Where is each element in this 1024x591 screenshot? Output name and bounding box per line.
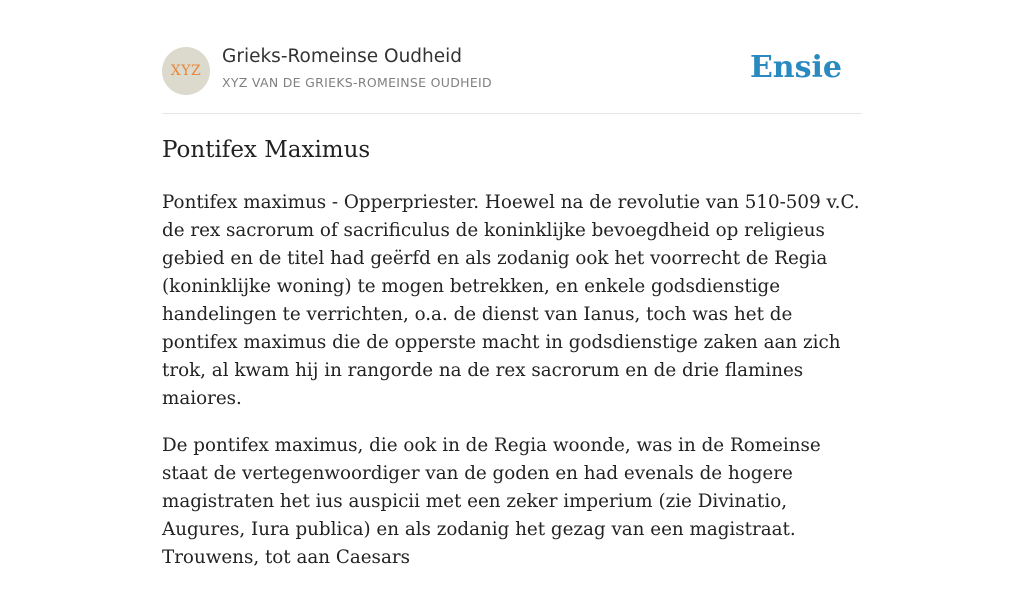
source-title[interactable]: Grieks-Romeinse Oudheid [222, 46, 463, 67]
article-paragraph: Pontifex maximus - Opperpriester. Hoewel na de revolutie van 510-509 v.C. de rex sacrorum of sacrificulus de koninklijke bevoegdheid op religieus gebied en de titel had geërfd en als zodanig ook het voorrecht de Regia (koninklijke woning) te mogen betrekken, en enkele godsdienstige handelingen te verrichten, o.a. de dienst van Ianus, toch was het de pontifex maximus die de opperste macht in godsdienstige zaken aan zich trok, al kwam hij in rangorde na de rex sacrorum en de drie flamines maiores. [162, 192, 860, 409]
article-title: Pontifex Maximus [162, 137, 371, 163]
article-body [162, 189, 866, 591]
source-header [162, 46, 862, 96]
source-subtitle: XYZ VAN DE GRIEKS-ROMEINSE OUDHEID [222, 75, 492, 90]
header-divider [162, 113, 862, 114]
brand-logo-link[interactable]: Ensie [749, 50, 842, 85]
article-paragraph: De pontifex maximus, die ook in de Regia woonde, was in de Romeinse staat de vertegenwoordiger van de goden en had evenals de hogere magistraten het ius auspicii met een zeker imperium (zie Divinatio, Augures, Iura publica) en als zodanig het gezag van een magistraat. Trouwens, tot aan Caesars [162, 435, 821, 568]
avatar[interactable]: XYZ [162, 47, 210, 95]
